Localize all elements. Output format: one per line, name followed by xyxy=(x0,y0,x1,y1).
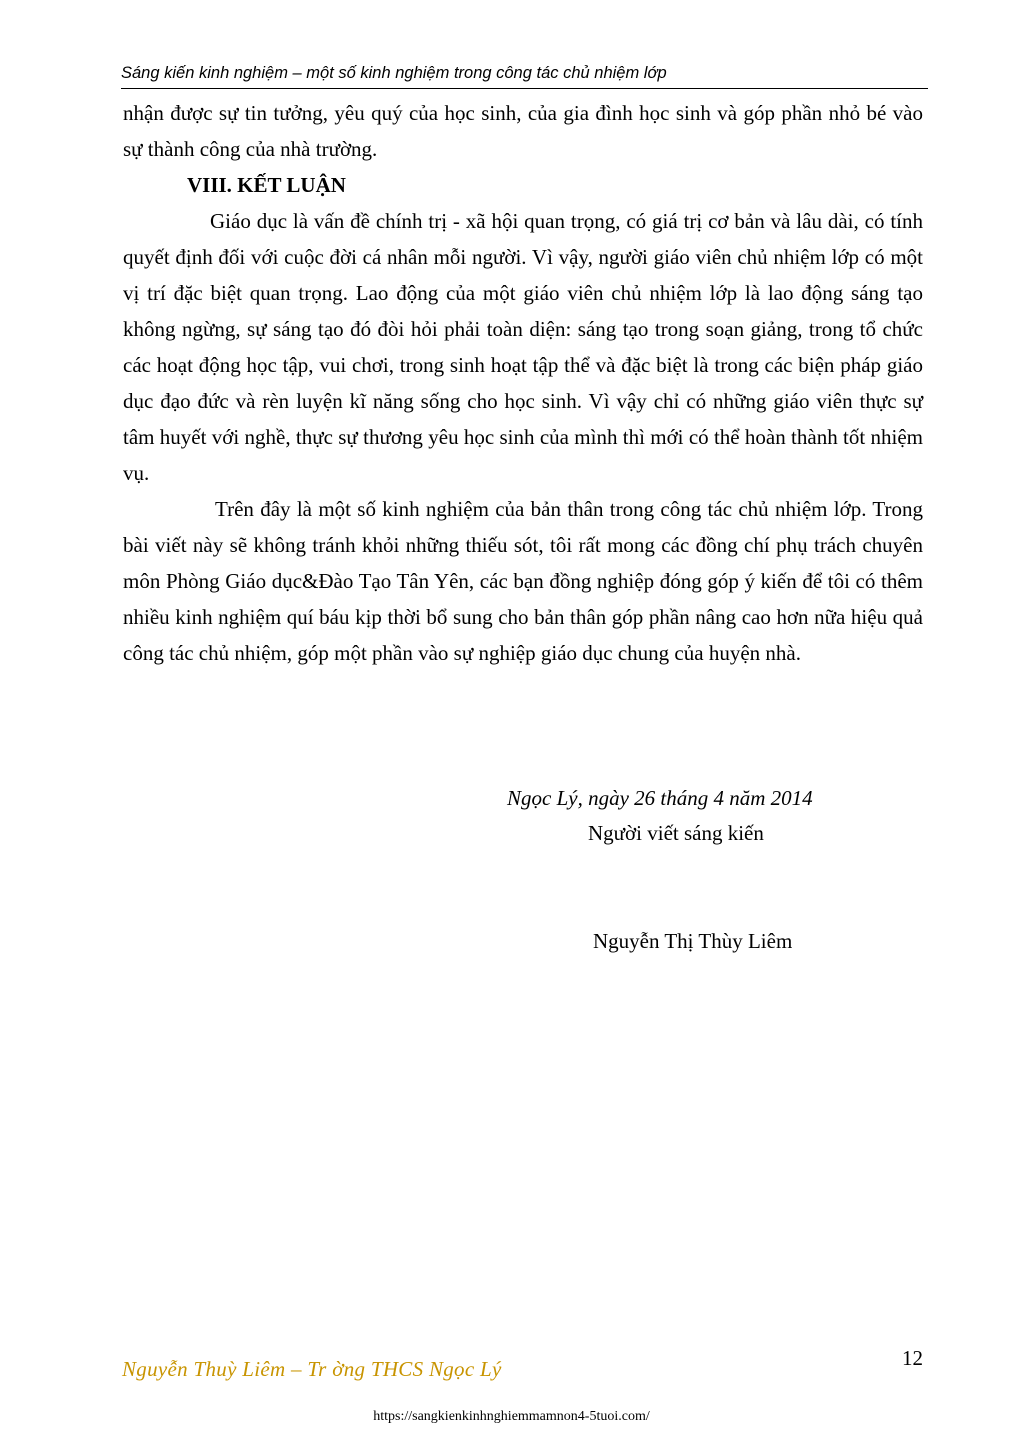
section-heading: VIII. KẾT LUẬN xyxy=(187,173,346,197)
conclusion-paragraph-2: Trên đây là một số kinh nghiệm của bản thân trong công tác chủ nhiệm lớp. Trong bài viết này sẽ không tránh khỏi những thiếu sót, tôi rất mong các đồng chí phụ trách chuyên môn Phòng Giáo dục&Đào Tạo Tân Yên, các bạn đồng nghiệp đóng góp ý kiến để tôi có thêm nhiều kinh nghiệm quí báu kịp thời bổ sung cho bản thân góp phần nâng cao hơn nữa hiệu quả công tác chủ nhiệm, góp một phần vào sự nghiệp giáo dục chung của huyện nhà. xyxy=(123,497,923,665)
intro-paragraph: nhận được sự tin tưởng, yêu quý của học sinh, của gia đình học sinh và góp phần nhỏ bé vào sự thành công của nhà trường. xyxy=(123,101,923,161)
signature-name: Nguyễn Thị Thùy Liêm xyxy=(593,929,793,953)
footer-url-link[interactable]: https://sangkienkinhnghiemmamnon4-5tuoi.com/ xyxy=(373,1409,650,1424)
conclusion-paragraph-1: Giáo dục là vấn đề chính trị - xã hội quan trọng, có giá trị cơ bản và lâu dài, có tính quyết định đối với cuộc đời cá nhân mỗi người. Vì vậy, người giáo viên chủ nhiệm lớp có một vị trí đặc biệt quan trọng. Lao động của một giáo viên chủ nhiệm lớp là lao động sáng tạo không ngừng, sự sáng tạo đó đòi hỏi phải toàn diện: sáng tạo trong soạn giảng, trong tổ chức các hoạt động học tập, vui chơi, trong sinh hoạt tập thể và đặc biệt là trong các biện pháp giáo dục đạo đức và rèn luyện kĩ năng sống cho học sinh. Vì vậy chỉ có những giáo viên thực sự tâm huyết với nghề, thực sự thương yêu học sinh của mình thì mới có thể hoàn thành tốt nhiệm vụ. xyxy=(123,209,923,485)
header-divider xyxy=(121,88,928,89)
document-body xyxy=(123,95,923,671)
footer-author-line: Nguyễn Thuỳ Liêm – Tr ờng THCS Ngọc Lý xyxy=(122,1357,502,1381)
signature-date: Ngọc Lý, ngày 26 tháng 4 năm 2014 xyxy=(507,786,813,810)
signature-role: Người viết sáng kiến xyxy=(588,821,764,845)
page-header-title: Sáng kiến kinh nghiệm – một số kinh nghiệm trong công tác chủ nhiệm lớp xyxy=(121,64,667,82)
page-number: 12 xyxy=(902,1346,923,1370)
